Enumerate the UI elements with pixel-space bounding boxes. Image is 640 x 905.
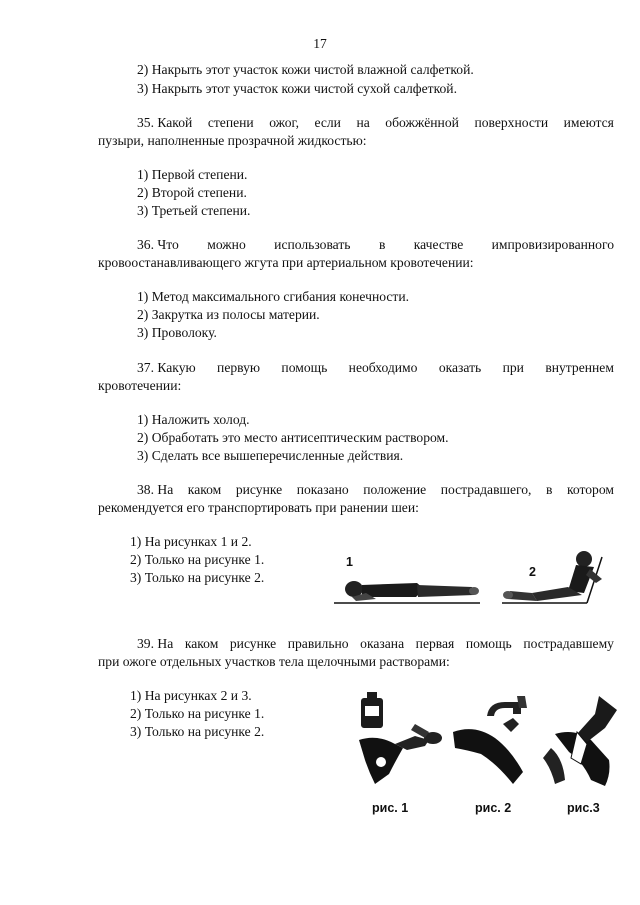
word: правильно [287, 636, 349, 651]
word: обожжённой [385, 115, 459, 130]
word: 38. На [137, 482, 174, 497]
q36-option-2: 2) Закрутка из полосы материи. [137, 307, 320, 322]
q36-question-line2: кровоостанавливающего жгута при артериальном кровотечении: [98, 255, 474, 270]
word: рисунке [229, 636, 277, 651]
word: оказана [360, 636, 405, 651]
word: помощь [281, 360, 328, 375]
lying-victim-figure [334, 581, 480, 603]
q39-caption-fig1: рис. 1 [372, 801, 409, 815]
word: оказать [438, 360, 482, 375]
q36-option-3: 3) Проволоку. [137, 325, 217, 340]
word: если [314, 115, 341, 130]
word: первую [217, 360, 261, 375]
q35-option-2: 2) Второй степени. [137, 185, 247, 200]
q35-question-line1 [137, 115, 614, 131]
q39-caption-fig2: рис. 2 [475, 801, 512, 815]
q38-figure-label-2: 2 [529, 565, 536, 579]
word: 35. Какой [137, 115, 193, 130]
q38-transport-positions-illustration [332, 545, 620, 620]
word: пострадавшего, [440, 482, 532, 497]
word: можно [207, 237, 246, 252]
q38-question-line1 [137, 482, 614, 498]
bottle-pouring-figure [359, 692, 442, 784]
page-number: 17 [313, 36, 327, 51]
word: 37. Какую [137, 360, 196, 375]
word: помощь [465, 636, 512, 651]
q39-option-1: 1) На рисунках 2 и 3. [130, 688, 252, 703]
q38-figure-label-1: 1 [346, 555, 353, 569]
q35-question-line2: пузыри, наполненные прозрачной жидкостью: [98, 133, 367, 148]
word: на [356, 115, 370, 130]
word: степени [207, 115, 254, 130]
q37-question-line1 [137, 360, 614, 376]
word: каком [187, 482, 222, 497]
word: котором [566, 482, 614, 497]
word: в [545, 482, 553, 497]
q38-question-line2: рекомендуется его транспортировать при ранении шеи: [98, 500, 419, 515]
semi-seated-victim-figure [502, 551, 602, 603]
word: внутреннем [545, 360, 614, 375]
word: первая [415, 636, 455, 651]
q38-option-2: 2) Только на рисунке 1. [130, 552, 265, 567]
q38-option-1: 1) На рисунках 1 и 2. [130, 534, 252, 549]
word: использовать [274, 237, 351, 252]
word: 36. Что [137, 237, 179, 252]
word: импровизированного [491, 237, 614, 252]
q37-option-2: 2) Обработать это место антисептическим раствором. [137, 430, 449, 445]
q35-option-1: 1) Первой степени. [137, 167, 248, 182]
word: поверхности [474, 115, 549, 130]
q37-question-line2: кровотечении: [98, 378, 182, 393]
q39-option-2: 2) Только на рисунке 1. [130, 706, 265, 721]
tap-water-figure [453, 696, 527, 784]
q39-question-line1 [137, 636, 614, 652]
q35-option-3: 3) Третьей степени. [137, 203, 251, 218]
word: положение [363, 482, 427, 497]
word: каком [184, 636, 219, 651]
q39-burn-aid-illustration [355, 688, 625, 796]
word: при [502, 360, 524, 375]
q34-option-2: 2) Накрыть этот участок кожи чистой влажной салфеткой. [137, 62, 474, 77]
q39-caption-fig3: рис.3 [567, 801, 600, 815]
q34-option-3: 3) Накрыть этот участок кожи чистой сухой салфеткой. [137, 81, 457, 96]
word: 39. На [137, 636, 174, 651]
word: рисунке [235, 482, 283, 497]
word: пострадавшему [523, 636, 614, 651]
q36-question-line1 [137, 237, 614, 253]
word: в [378, 237, 386, 252]
word: качестве [413, 237, 464, 252]
word: имеются [563, 115, 614, 130]
q36-option-1: 1) Метод максимального сгибания конечности. [137, 289, 410, 304]
q38-option-3: 3) Только на рисунке 2. [130, 570, 265, 585]
q37-option-1: 1) Наложить холод. [137, 412, 250, 427]
bandaging-hands-figure [543, 696, 617, 786]
word: показано [296, 482, 349, 497]
word: необходимо [348, 360, 418, 375]
q39-option-3: 3) Только на рисунке 2. [130, 724, 265, 739]
word: ожог, [269, 115, 299, 130]
q37-option-3: 3) Сделать все вышеперечисленные действия. [137, 448, 404, 463]
q39-question-line2: при ожоге отдельных участков тела щелочными растворами: [98, 654, 450, 669]
